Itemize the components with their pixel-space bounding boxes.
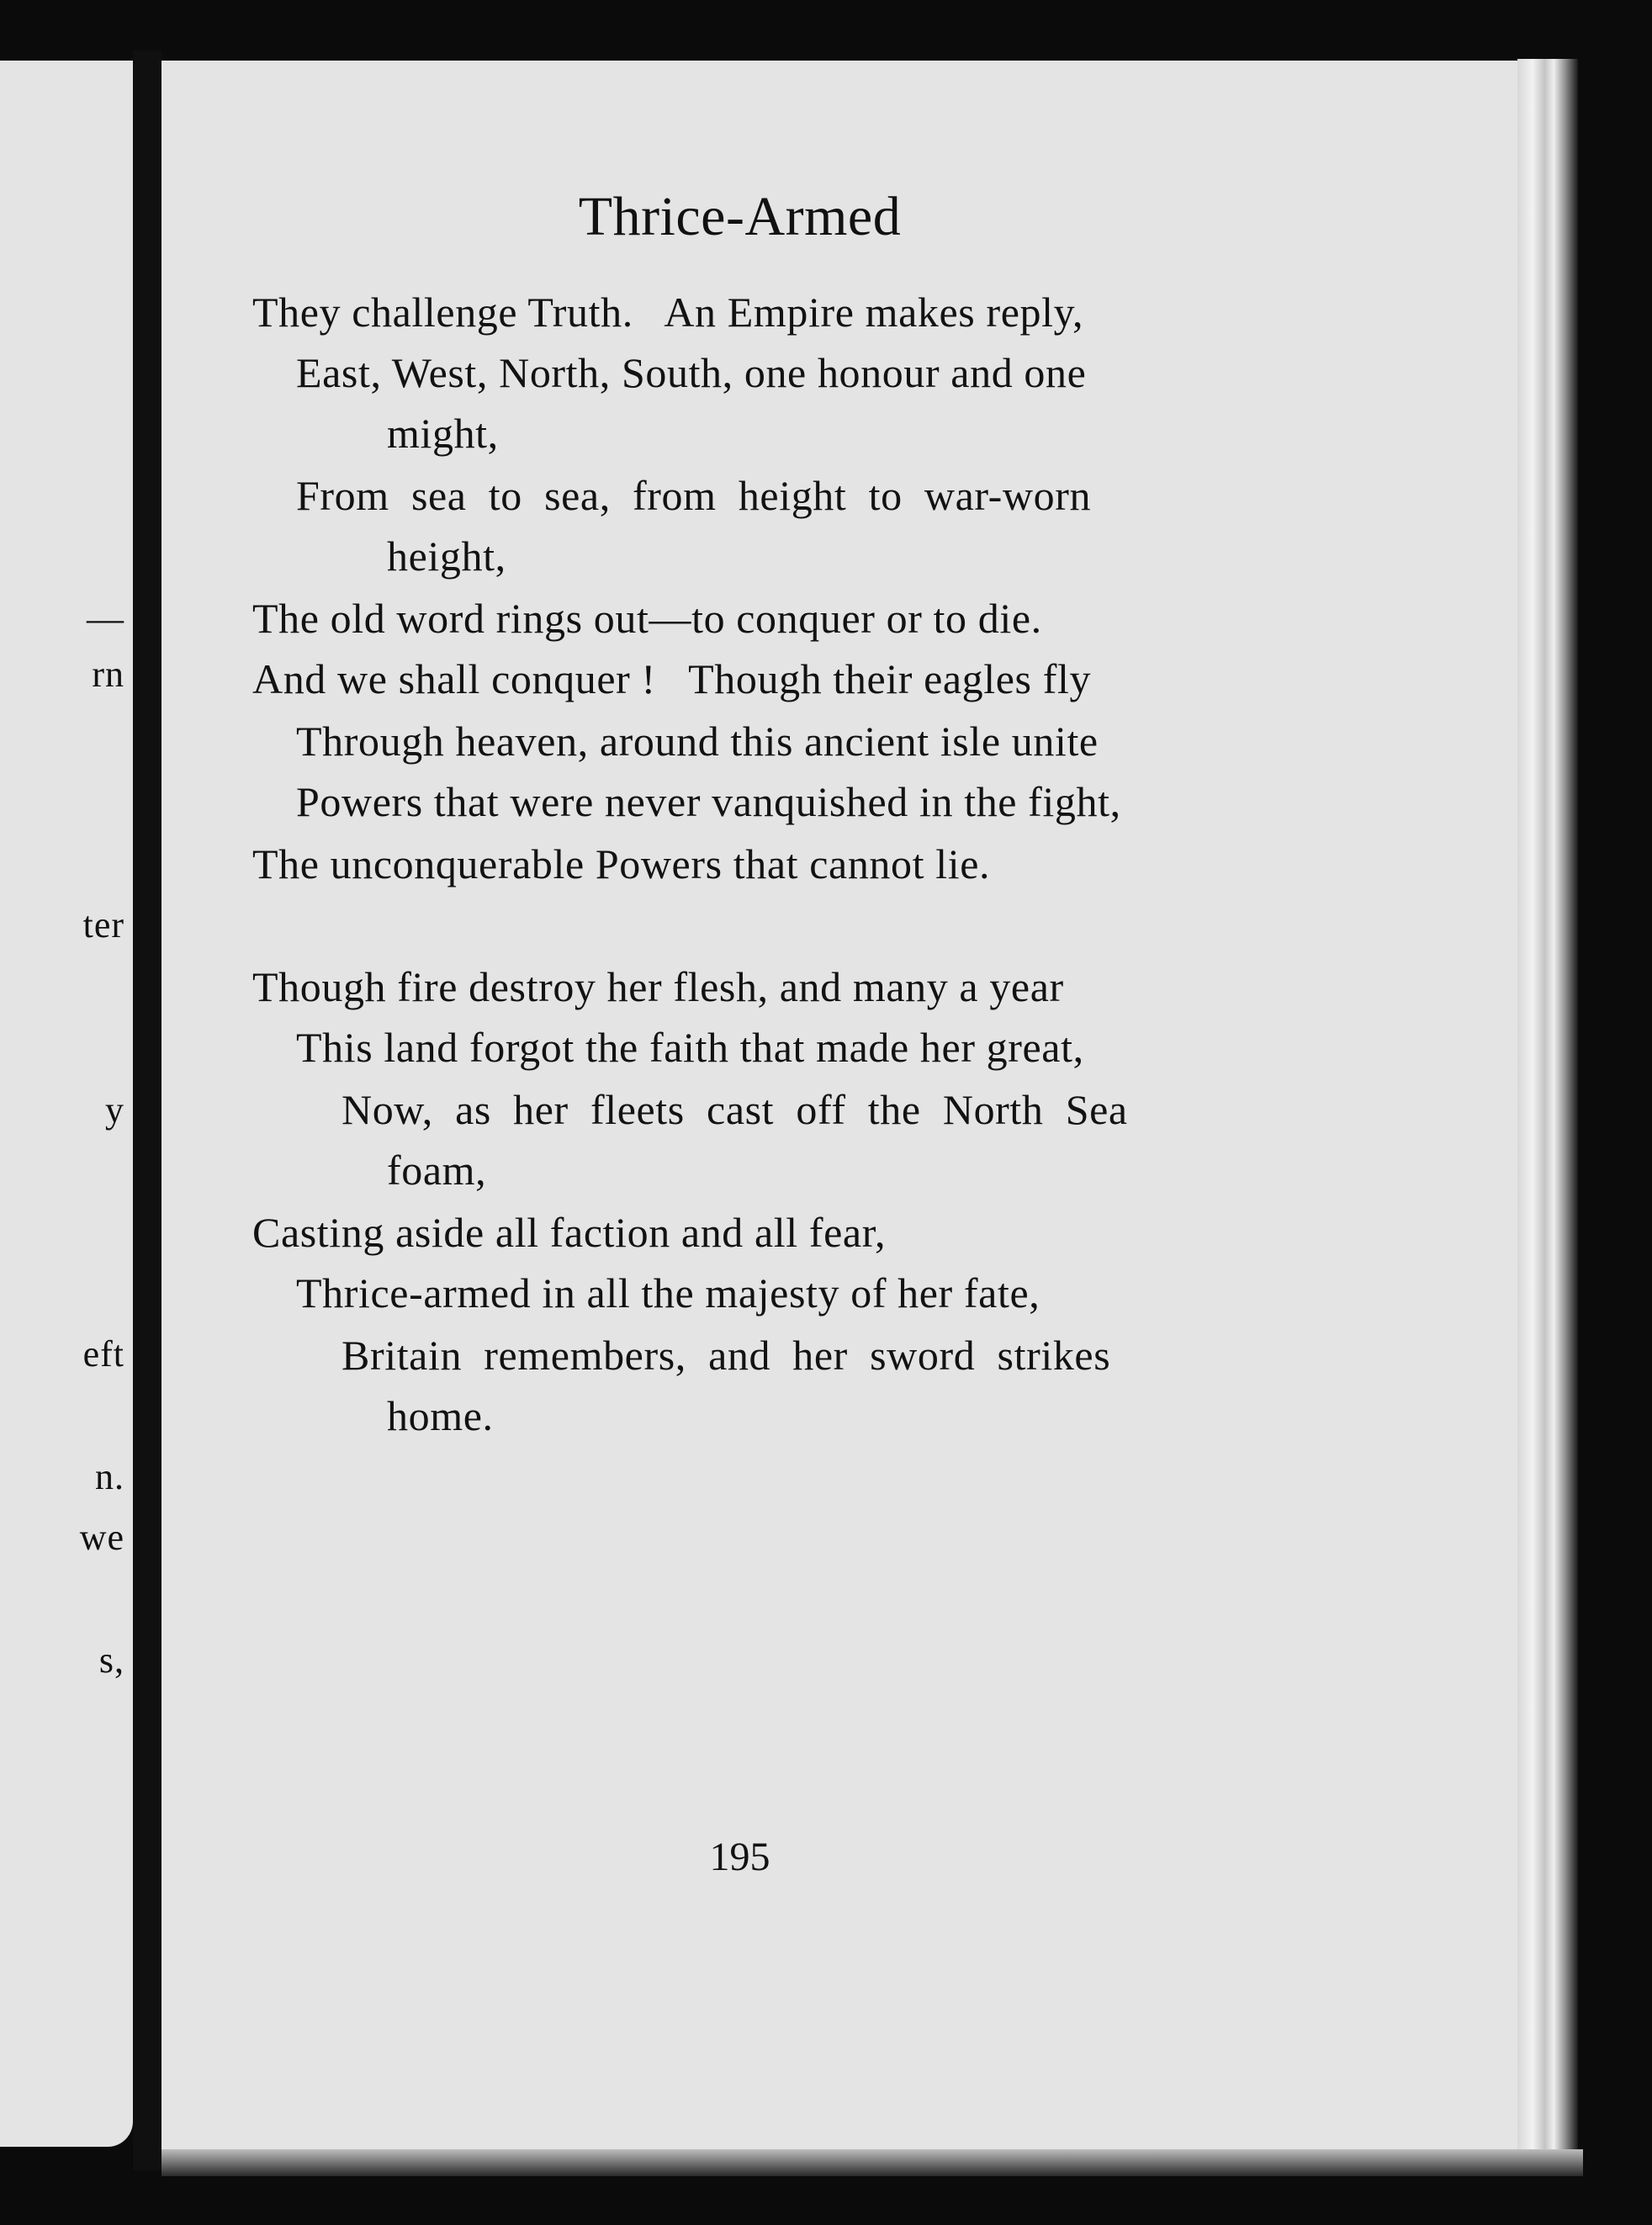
left-fragment: eft xyxy=(82,1333,124,1375)
poem-line: Britain remembers, and her sword strikes xyxy=(342,1332,1111,1379)
page-number: 195 xyxy=(709,1835,770,1879)
left-fragment: rn xyxy=(92,654,124,695)
left-fragment: s, xyxy=(98,1640,124,1681)
book-page xyxy=(161,61,1517,2172)
left-fragment: ter xyxy=(82,904,124,946)
left-fragment: we xyxy=(79,1517,124,1558)
poem-line: foam, xyxy=(387,1147,487,1194)
left-fragment: — xyxy=(87,598,124,639)
poem-line: East, West, North, South, one honour and one xyxy=(296,349,1087,396)
poem-line: Powers that were never vanquished in the fight, xyxy=(296,778,1121,825)
poem-line: home. xyxy=(387,1392,494,1439)
left-fragment: n. xyxy=(95,1456,124,1497)
poem-line: Thrice-armed in all the majesty of her fate, xyxy=(296,1269,1040,1316)
poem-line: They challenge Truth. An Empire makes reply, xyxy=(252,289,1084,336)
left-fragment: y xyxy=(105,1089,124,1131)
poem-title: Thrice-Armed xyxy=(578,186,902,247)
poem-line: The unconquerable Powers that cannot lie. xyxy=(252,840,991,887)
page-bottom-shadow xyxy=(161,2149,1583,2176)
poem-line: Through heaven, around this ancient isle unite xyxy=(296,718,1099,765)
poem-line: This land forgot the faith that made her great, xyxy=(296,1024,1084,1071)
poem-line: From sea to sea, from height to war-worn xyxy=(296,472,1092,519)
left-page-fragment xyxy=(0,61,133,2147)
poem-line: might, xyxy=(387,410,499,457)
page-edge xyxy=(1517,59,1578,2153)
poem-line: Now, as her fleets cast off the North Sea xyxy=(342,1086,1128,1133)
poem-line: height, xyxy=(387,532,506,580)
poem-line: The old word rings out—to conquer or to die. xyxy=(252,595,1042,642)
poem-line: And we shall conquer ! Though their eagles fly xyxy=(252,655,1092,702)
poem-line: Casting aside all faction and all fear, xyxy=(252,1209,887,1256)
book-gutter xyxy=(133,50,161,2170)
poem-line: Though fire destroy her flesh, and many a year xyxy=(252,963,1064,1010)
